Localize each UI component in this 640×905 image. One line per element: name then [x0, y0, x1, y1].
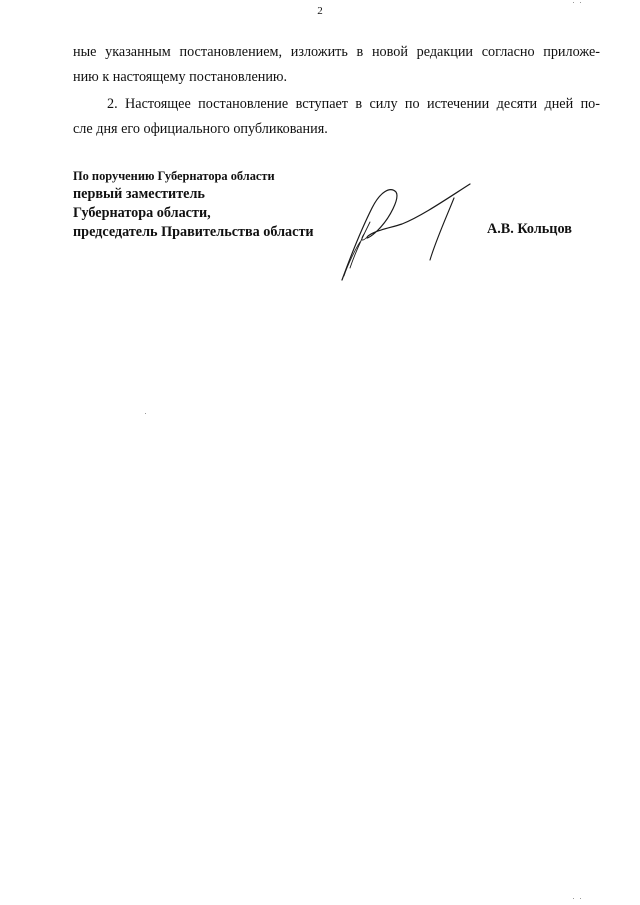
signer-name: А.В. Кольцов	[487, 221, 572, 237]
paragraph-2-line-2: сле дня его официального опубликования.	[73, 121, 328, 137]
handwritten-signature	[330, 178, 480, 288]
scan-speck	[580, 2, 581, 3]
signature-block	[73, 168, 353, 242]
signer-position-line-3: председатель Правительства области	[73, 224, 314, 240]
scan-speck	[573, 2, 574, 3]
paragraph-1-line-1: ные указанным постановлением, изложить в новой редакции согласно приложе-	[73, 44, 600, 60]
signature-instruction: По поручению Губернатора области	[73, 169, 275, 183]
paragraph-2-line-1: 2. Настоящее постановление вступает в силу по истечении десяти дней по-	[107, 96, 600, 112]
scan-speck	[573, 898, 574, 899]
signer-position-line-2: Губернатора области,	[73, 205, 211, 221]
scan-speck	[145, 413, 146, 414]
scan-speck	[580, 898, 581, 899]
paragraph-1-line-2: нию к настоящему постановлению.	[73, 69, 288, 85]
page-number: 2	[317, 5, 323, 17]
signer-position-line-1: первый заместитель	[73, 186, 205, 202]
